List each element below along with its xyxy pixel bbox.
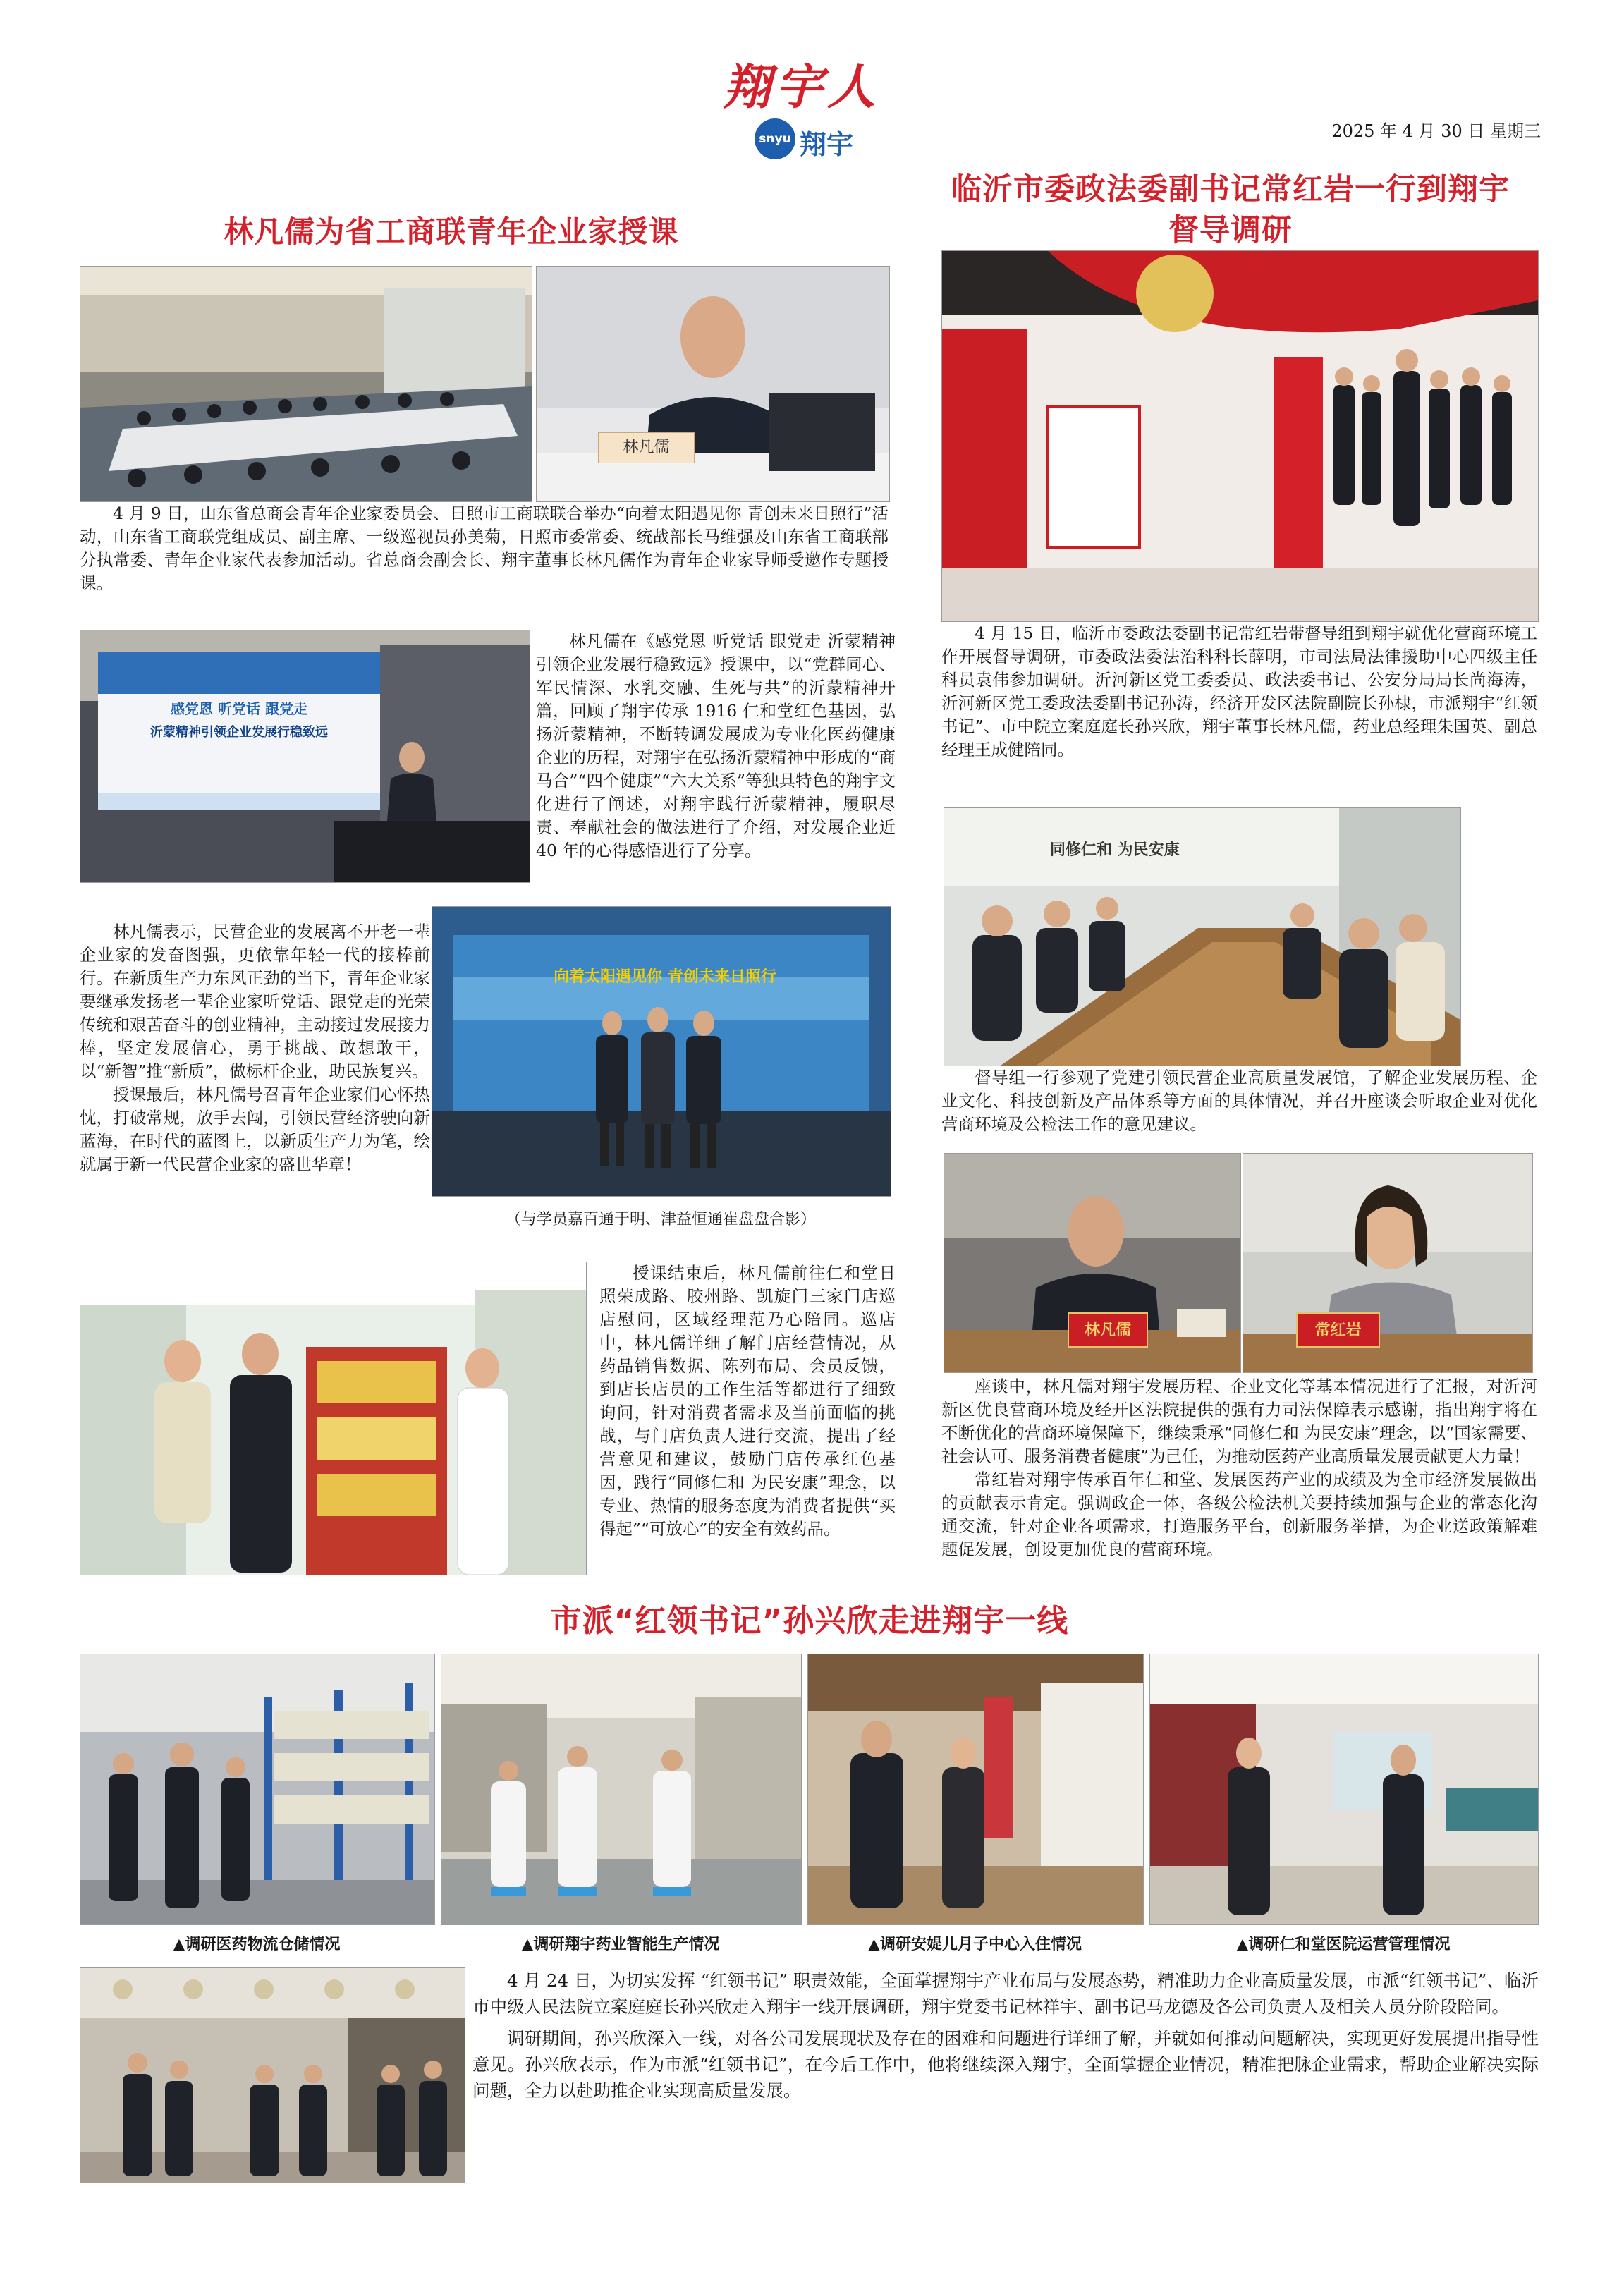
article2-para2: 督导组一行参观了党建引领民营企业高质量发展馆，了解企业发展历程、企业文化、科技创新及产品体系等方面的具体情况，并召开座谈会听取企业对优化营商环境及公检法工作的意见建议。 [941, 1068, 1537, 1134]
photo-speaker-portrait [536, 266, 890, 502]
article2-headline-line1: 临沂市委政法委副书记常红岩一行到翔宇 [951, 172, 1510, 207]
masthead-title: 翔宇人 [723, 59, 880, 116]
photo-lobby-group [80, 1967, 465, 2183]
photo-party-exhibit-hall [941, 250, 1539, 622]
article1-headline: 林凡儒为省工商联青年企业家授课 [224, 214, 679, 249]
article1-para1: 4 月 9 日，山东省总商会青年企业家委员会、日照市工商联联合举办“向着太阳遇见你 青创未来日照行”活动，山东省工商联党组成员、副主席、一级巡视员孙美菊，日照市委常委、统战部长马维强及山东省工商联部分执常委、青年企业家代表参加活动。省总商会副会长、翔宇董事长林凡儒作为青年企业家导师受邀作专题授课。 [80, 504, 889, 593]
photo-pharmacy-visit [80, 1262, 587, 1575]
photo-linfanru-speaking [944, 1153, 1241, 1373]
photo-group-banner [432, 906, 891, 1197]
article2-headline-line2: 督导调研 [1168, 213, 1293, 248]
logo-name: 翔宇 [800, 129, 854, 160]
article1-para3-4: 林凡儒表示，民营企业的发展离不开老一辈企业家的发奋图强，更依靠年轻一代的接棒前行。在新质生产力东风正劲的当下，青年企业家要继承发扬老一辈企业家听党话、跟党走的光荣传统和艰苦奋斗的创业精神，主动接过发展接力棒，坚定发展信心，勇于挑战、敢想敢干，以“新智”推“新质”，做标杆企业，助民族复兴。 授课最后，林凡儒号召青年企业家们心怀热忱，打破常规，放手去闯，引领民营经济驶向新蓝海，在时代的蓝图上，以新质生产力为笔，绘就属于新一代民营企业家的盛世华章！ [80, 922, 430, 1174]
banner-text: 向着太阳遇见你 青创未来日照行 [554, 968, 776, 986]
photo-conference-room [80, 266, 532, 502]
article2-headline [910, 169, 1551, 251]
photo-lecture-slide [80, 630, 530, 883]
nameplate-changhongyan: 常红岩 [1296, 1312, 1380, 1348]
nameplate-linfanru: 林凡儒 [1068, 1312, 1148, 1348]
article2-para3-4: 座谈中，林凡儒对翔宇发展历程、企业文化等基本情况进行了汇报，对沂河新区优良营商环境及经开区法院提供的强有力司法保障表示感谢，指出翔宇将在不断优化的营商环境保障下，继续秉承“同修仁和 为民安康”理念，以“国家需要、社会认可、服务消费者健康”为己任，为推动医药产业高质量发展贡献更大力量！ 常红岩对翔宇传承百年仁和堂、发展医药产业的成绩及为全市经济发展做出的贡献表示肯定。强调政企一体，各级公检法机关要持续加强与企业的常态化沟通交流，针对企业各项需求，打造服务平台，创新服务举措，为企业送政策解难题促发展，创设更加优良的营商环境。 [941, 1377, 1537, 1559]
photo-production-line [441, 1654, 802, 1925]
logo-badge-text: snyu [759, 132, 791, 146]
article1-para5: 授课结束后，林凡儒前往仁和堂日照荣成路、胶州路、凯旋门三家门店巡店慰问，区域经理范乃心陪同。巡店中，林凡儒详细了解门店经营情况，从药品销售数据、陈列布局、会员反馈，到店长店员的工作生活等都进行了细致询问，针对消费者需求及当前面临的挑战，与门店负责人进行交流，提出了经营意见和建议，鼓励门店传承红色基因，践行“同修仁和 为民安康”理念，以专业、热情的服务态度为消费者提供“买得起”“可放心”的安全有效药品。 [599, 1263, 896, 1539]
caption-maternity: ▲调研安媞儿月子中心入住情况 [868, 1936, 1082, 1953]
logo-badge-icon [755, 118, 795, 159]
caption-production: ▲调研翔宇药业智能生产情况 [521, 1936, 720, 1953]
photo-changhongyan-speaking [1243, 1153, 1533, 1373]
photo-hospital-lobby [1149, 1654, 1539, 1925]
article3-body: 4 月 24 日，为切实发挥 “红领书记” 职责效能，全面掌握翔宇产业布局与发展态势，精准助力企业高质量发展，市派“红领书记”、临沂市中级人民法院立案庭庭长孙兴欣走入翔宇一线开展调研，翔宇党委书记林祥宇、副书记马龙德及各公司负责人及相关人员分阶段陪同。 调研期间，孙兴欣深入一线，对各公司发展现状及存在的困难和问题进行详细了解，并就如何推动问题解决，实现更好发展提出指导性意见。孙兴欣表示，作为市派“红领书记”，在今后工作中，他将继续深入翔宇，全面掌握企业情况，精准把脉企业需求，帮助企业解决实际问题，全力以赴助推企业实现高质量发展。 [472, 1970, 1539, 2101]
caption-logistics: ▲调研医药物流仓储情况 [173, 1936, 341, 1953]
masthead [705, 49, 917, 176]
nameplate: 林凡儒 [598, 432, 695, 463]
wall-slogan: 同修仁和 为民安康 [1050, 841, 1180, 859]
article1-para2: 林凡儒在《感党恩 听党话 跟党走 沂蒙精神引领企业发展行稳致远》授课中，以“党群同心、军民情深、水乳交融、生死与共”的沂蒙精神开篇，回顾了翔宇传承 1916 仁和堂红色基因，弘扬沂蒙精神，不断转调发展成为专业化医药健康企业的历程，对翔宇在弘扬沂蒙精神中形成的“商马合”“四个健康”“六大关系”等独具特色的翔宇文化进行了阐述，对翔宇践行沂蒙精神，履职尽责、奉献社会的做法进行了介绍，对发展企业近 40 年的心得感悟进行了分享。 [536, 631, 896, 860]
caption-hospital: ▲调研仁和堂医院运营管理情况 [1236, 1936, 1451, 1953]
photo-meeting-table [944, 807, 1461, 1066]
article2-para1: 4 月 15 日，临沂市委政法委副书记常红岩带督导组到翔宇就优化营商环境工作开展督导调研，市委政法委法治科科长薛明，市司法局法律援助中心四级主任科员袁伟参加调研。沂河新区党工委委员、政法委书记、公安分局局长尚海涛，沂河新区党工委政法委副书记孙涛，经济开发区法院副院长孙棣，市派翔宇“红领书记”、市中院立案庭庭长孙兴欣，翔宇董事长林凡儒，药业总经理朱国英、副总经理王成健陪同。 [941, 623, 1537, 759]
slide-line2: 沂蒙精神引领企业发展行稳致远 [150, 725, 328, 740]
issue-date: 2025 年 4 月 30 日 星期三 [1331, 121, 1541, 141]
photo-maternity-center [807, 1654, 1144, 1925]
article3-headline: 市派“红领书记”孙兴欣走进翔宇一线 [550, 1603, 1069, 1639]
slide-line1: 感党恩 听党话 跟党走 [171, 700, 307, 717]
photo-caption-group: （与学员嘉百通于明、津益恒通崔盘盘合影） [505, 1211, 816, 1228]
photo-logistics-warehouse [80, 1654, 435, 1925]
